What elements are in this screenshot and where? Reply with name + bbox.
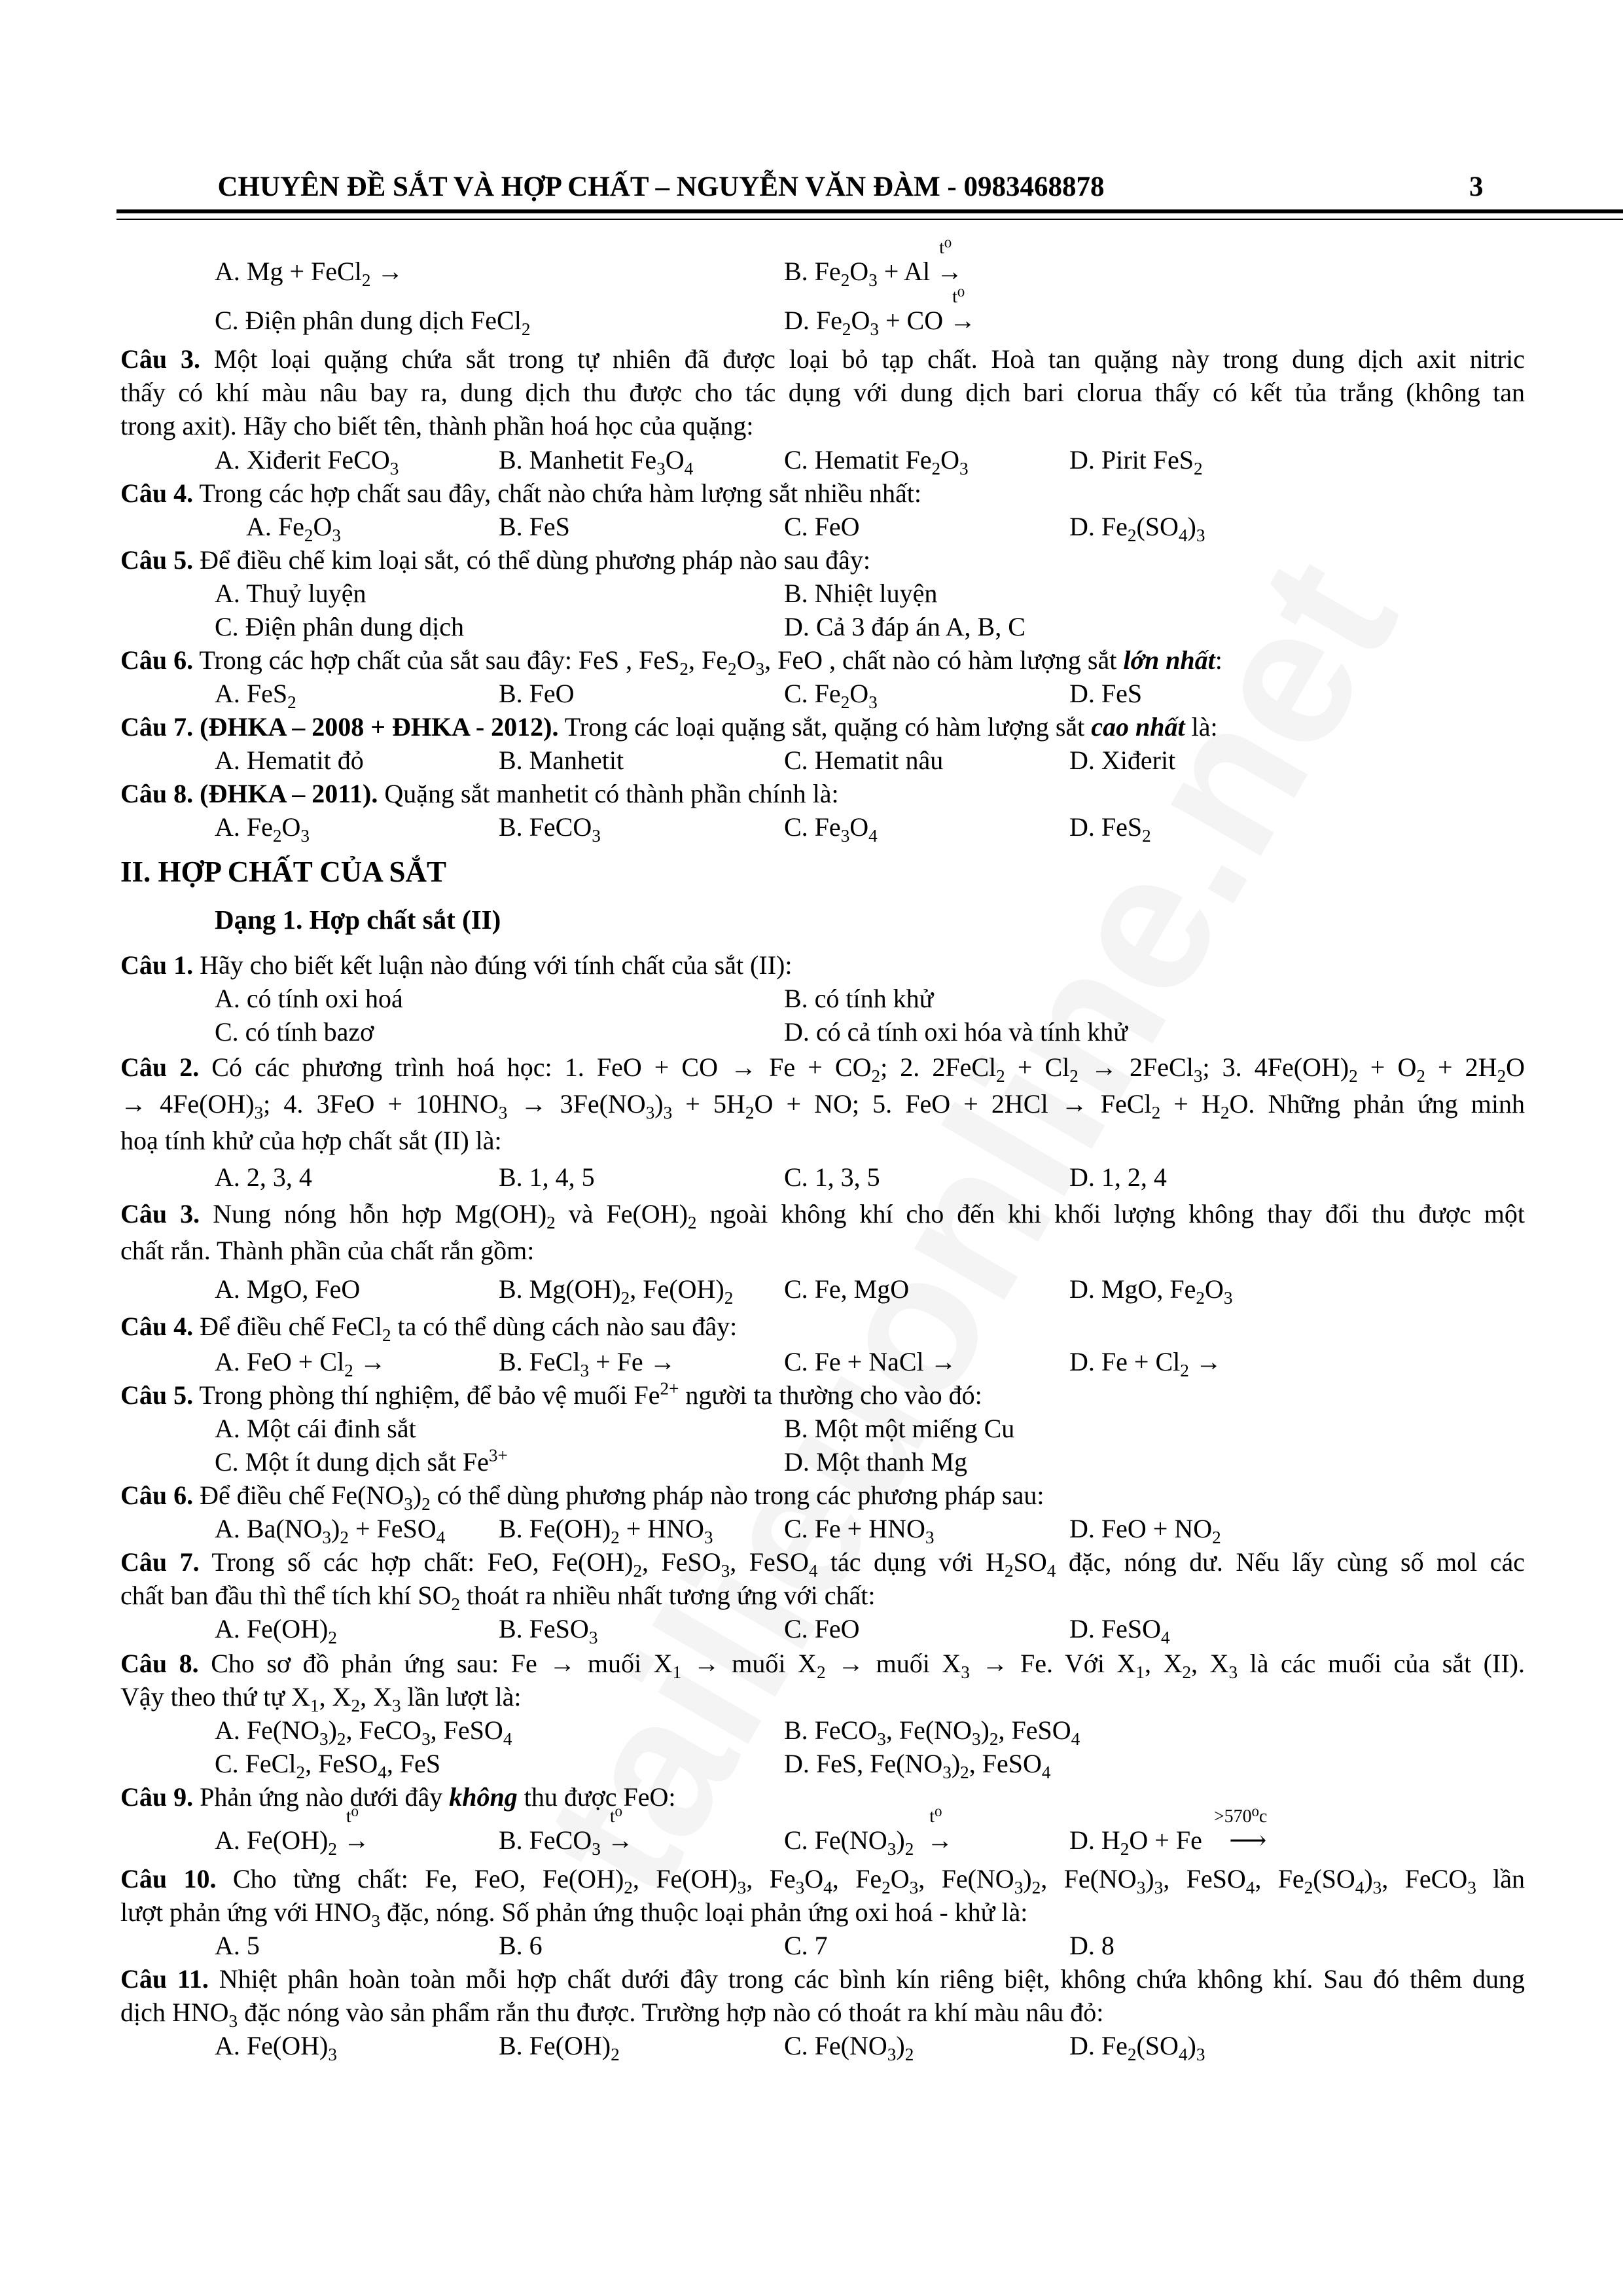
option-c: C. 1, 3, 5: [784, 1162, 880, 1192]
high-temp-arrow-icon: >570⁰c ⟶: [1213, 1806, 1268, 1855]
option-a: A. Thuỷ luyện: [215, 579, 366, 608]
option-d: D. FeS: [1069, 679, 1143, 708]
option-a: A. 5: [215, 1931, 260, 1960]
option-c: C. Fe, MgO: [784, 1274, 910, 1304]
question-text-line: trong axit). Hãy cho biết tên, thành phần hoá học của quặng:: [120, 411, 754, 440]
option-b: B. $Fe(OH)_2 + HNO_3$: [499, 1514, 713, 1547]
heat-arrow-icon: t⁰ →: [343, 1806, 370, 1855]
option-d: D. Xiđerit: [1069, 745, 1176, 775]
option-a: A. MgO, FeO: [215, 1274, 361, 1304]
option-c: C. có tính bazơ: [215, 1017, 374, 1047]
heat-arrow-icon: t⁰ →: [607, 1806, 633, 1855]
question-text-line: hoạ tính khử của hợp chất sắt (II) là:: [120, 1126, 502, 1155]
option-b: B. có tính khử: [784, 984, 934, 1013]
question-2: Câu 2. Có các phương trình hoá học: 1. FeO + CO → $Fe + CO_2$; 2. 2FeCl$_2$ + $Cl_2$ → 2FeCl$_3$; 3. $4Fe(OH)_2 + O_2 + 2H_2O$: [120, 1052, 1525, 1086]
option-a: A. $Fe_2O_3$: [246, 512, 341, 545]
option-a: A. FeO + $Cl_2$ →: [215, 1347, 386, 1380]
option-c: C. Một ít dung dịch sắt $Fe^{3+}$: [215, 1445, 508, 1477]
question-4: Câu 4. Trong các hợp chất sau đây, chất nào chứa hàm lượng sắt nhiều nhất:: [120, 478, 921, 508]
option-d: D. FeS, $Fe(NO_3)_2$, FeSO$_4$: [784, 1749, 1051, 1782]
option-c: C. $Fe + HNO_3$: [784, 1514, 935, 1547]
option-d: D. 1, 2, 4: [1069, 1162, 1167, 1192]
option-c: C. Fe + NaCl →: [784, 1347, 957, 1376]
option-c: C. $Fe(NO_3)_2$: [784, 2031, 914, 2064]
option-b: B. 1, 4, 5: [499, 1162, 595, 1192]
question-1: Câu 1. Hãy cho biết kết luận nào đúng với tính chất của sắt (II):: [120, 950, 793, 980]
option-d: D. Pirit FeS$_2$: [1069, 445, 1203, 478]
option-c: C. 7: [784, 1931, 828, 1960]
option-a: A. $Fe(OH)_2$: [215, 1614, 337, 1647]
option-b: B. FeSO$_3$: [499, 1614, 598, 1647]
option-d: D. $H_2O + Fe$ >570⁰c ⟶: [1069, 1824, 1287, 1857]
option-d: D. FeS$_2$: [1069, 812, 1151, 846]
subsection-title: Dạng 1. Hợp chất sắt (II): [215, 905, 501, 935]
header-rule-thin: [116, 219, 1623, 220]
option-b: B. FeCO$_3$ t⁰ →: [499, 1806, 633, 1859]
question-8: Câu 8. Cho sơ đồ phản ứng sau: Fe → muối $X_1$ → muối $X_2$ → muối $X_3 \to Fe$. Với $X_1$, $X_2$, $X_3$ là các muối của sắt (II).: [120, 1649, 1525, 1682]
question-text-line: Vậy theo thứ tự $X_1$, $X_2$, $X_3$ lần lượt là:: [120, 1682, 522, 1715]
option-b: B. 6: [499, 1931, 543, 1960]
option-d: D. $Fe_2O_3$ + CO t⁰ →: [784, 287, 976, 339]
header-title: CHUYÊN ĐỀ SẮT VÀ HỢP CHẤT – NGUYỄN VĂN ĐÀM - 0983468878: [217, 171, 1105, 202]
question-text-line: lượt phản ứng với $HNO_3$ đặc, nóng. Số phản ứng thuộc loại phản ứng oxi hoá - khử là:: [120, 1897, 1028, 1931]
header-rule-thick: [116, 209, 1623, 213]
option-c: C. FeO: [784, 1614, 860, 1643]
option-a: A. FeS$_2$: [215, 679, 296, 712]
option-a: A. $Fe(OH)_2$ t⁰ →: [215, 1806, 370, 1859]
option-b: B. $Mg(OH)_2$, $Fe(OH)_2$: [499, 1274, 734, 1308]
option-c: C. FeO: [784, 512, 860, 541]
question-7: Câu 7. (ĐHKA – 2008 + ĐHKA - 2012). Trong các loại quặng sắt, quặng có hàm lượng sắt cao nhất là:: [120, 712, 1218, 742]
option-d: D. FeO + $NO_2$: [1069, 1514, 1221, 1547]
question-text-line: thấy có khí màu nâu bay ra, dung dịch thu được cho tác dụng với dung dịch bari clorua thấy có kết tủa trắng (không tan: [120, 378, 1525, 407]
question-5: Câu 5. Để điều chế kim loại sắt, có thể dùng phương pháp nào sau đây:: [120, 545, 870, 575]
option-b: B. FeCO$_3$: [499, 812, 601, 846]
option-a: A. Hematit đỏ: [215, 745, 364, 775]
option-b: B. FeO: [499, 679, 575, 708]
question-text-line: chất ban đầu thì thể tích khí $SO_2$ thoát ra nhiều nhất tương ứng với chất:: [120, 1581, 876, 1614]
question-3: Câu 3. Nung nóng hỗn hợp $Mg(OH)_2$ và $Fe(OH)_2$ ngoài không khí cho đến khi khối lượng không thay đổi thu được một: [120, 1199, 1525, 1232]
section-title: II. HỢP CHẤT CỦA SẮT: [120, 855, 447, 888]
option-b: B. Manhetit: [499, 745, 624, 775]
option-d: D. $Fe_2(SO_4)_3$: [1069, 2031, 1205, 2064]
option-d: D. $Fe + Cl_2$ →: [1069, 1347, 1222, 1380]
option-b: B. FeCl$_3$ + Fe →: [499, 1347, 676, 1380]
option-c: C. FeCl$_2$, FeSO$_4$, FeS: [215, 1749, 441, 1782]
option-a: A. Một cái đinh sắt: [215, 1414, 416, 1443]
option-b: B. FeS: [499, 512, 570, 541]
question-11: Câu 11. Nhiệt phân hoàn toàn mỗi hợp chất dưới đây trong các bình kín riêng biệt, không chứa không khí. Sau đó thêm dung: [120, 1964, 1525, 1994]
option-c: C. Hematit nâu: [784, 745, 944, 775]
question-4: Câu 4. Để điều chế FeCl$_2$ ta có thể dùng cách nào sau đây:: [120, 1312, 738, 1345]
option-b: B. FeCO$_3$, $Fe(NO_3)_2$, FeSO$_4$: [784, 1715, 1080, 1749]
question-3: Câu 3. Một loại quặng chứa sắt trong tự nhiên đã được loại bỏ tạp chất. Hoà tan quặng này trong dung dịch axit nitric: [120, 344, 1525, 374]
option-a: A. $Fe(NO_3)_2$, FeCO$_3$, FeSO$_4$: [215, 1715, 512, 1749]
question-text-line: dịch $HNO_3$ đặc nóng vào sản phẩm rắn thu được. Trường hợp nào có thoát ra khí màu nâu đỏ:: [120, 1998, 1104, 2031]
option-d: D. MgO, $Fe_2O_3$: [1069, 1274, 1233, 1308]
option-c: C. $Fe_3O_4$: [784, 812, 878, 846]
heat-arrow-icon: t⁰ →: [927, 1806, 954, 1855]
question-7: Câu 7. Trong số các hợp chất: FeO, $Fe(OH)_2$, FeSO$_3$, FeSO$_4$ tác dụng với $H_2SO_4$ đặc, nóng dư. Nếu lấy cùng số mol các: [120, 1547, 1525, 1581]
option-b: B. Một một miếng Cu: [784, 1414, 1015, 1443]
option-d: D. Cả 3 đáp án A, B, C: [784, 612, 1026, 641]
option-a: A. $Fe(OH)_3$: [215, 2031, 337, 2064]
option-b: B. Manhetit $Fe_3O_4$: [499, 445, 694, 478]
option-a: A. $Ba(NO_3)_2$ + FeSO$_4$: [215, 1514, 446, 1547]
question-8: Câu 8. (ĐHKA – 2011). Quặng sắt manhetit có thành phần chính là:: [120, 779, 839, 808]
heat-arrow-icon: t⁰ →: [936, 238, 963, 286]
question-6: Câu 6. Trong các hợp chất của sắt sau đây: FeS , FeS$_2$, $Fe_2O_3$, FeO , chất nào có hàm lượng sắt lớn nhất:: [120, 645, 1222, 679]
question-text-line: chất rắn. Thành phần của chất rắn gồm:: [120, 1236, 535, 1265]
option-a: A. Mg + FeCl$_2$ →: [215, 257, 404, 290]
option-d: D. Một thanh Mg: [784, 1447, 967, 1477]
option-a: A. $Fe_2O_3$: [215, 812, 310, 846]
option-c: C. Điện phân dung dịch: [215, 612, 465, 641]
option-c: C. Điện phân dung dịch FeCl$_2$: [215, 306, 531, 339]
option-d: D. FeSO$_4$: [1069, 1614, 1170, 1647]
option-d: D. 8: [1069, 1931, 1115, 1960]
option-d: D. có cả tính oxi hóa và tính khử: [784, 1017, 1128, 1047]
page-number: 3: [1469, 171, 1484, 202]
option-b: B. $Fe(OH)_2$: [499, 2031, 620, 2064]
option-b: B. Nhiệt luyện: [784, 579, 938, 608]
question-6: Câu 6. Để điều chế $Fe(NO_3)_2$ có thể dùng phương pháp nào trong các phương pháp sau:: [120, 1480, 1044, 1514]
option-c: C. Hematit $Fe_2O_3$: [784, 445, 969, 478]
option-a: A. Xiđerit FeCO$_3$: [215, 445, 399, 478]
question-10: Câu 10. Cho từng chất: Fe, FeO, $Fe(OH)_2$, $Fe(OH)_3$, $Fe_3O_4$, $Fe_2O_3$, $Fe(NO_3)_2$, $Fe(NO_3)_3$, FeSO$_4$, $Fe_2(SO_4)_3$, FeCO$_3$ lần: [120, 1864, 1525, 1897]
option-d: D. $Fe_2(SO_4)_3$: [1069, 512, 1205, 545]
option-b: B. $Fe_2O_3 + Al$ t⁰ →: [784, 238, 963, 290]
option-c: C. $Fe_2O_3$: [784, 679, 878, 712]
question-5: Câu 5. Trong phòng thí nghiệm, để bảo vệ muối $Fe^{2+}$ người ta thường cho vào đó:: [120, 1378, 982, 1410]
question-text-line: → $4Fe(OH)_3$; 4. $3FeO + 10HNO_3 \to 3Fe(NO_3)_3 + 5H_2O$ + NO; 5. FeO + 2HCl → FeCl$_2$ + $H_2O$. Những phản ứng minh: [120, 1089, 1525, 1122]
option-a: A. 2, 3, 4: [215, 1162, 312, 1192]
heat-arrow-icon: t⁰ →: [950, 287, 976, 335]
option-a: A. có tính oxi hoá: [215, 984, 403, 1013]
question-9: Câu 9. Phản ứng nào dưới đây không thu được FeO:: [120, 1782, 676, 1812]
option-c: C. $Fe(NO_3)_2$ t⁰ →: [784, 1806, 954, 1859]
